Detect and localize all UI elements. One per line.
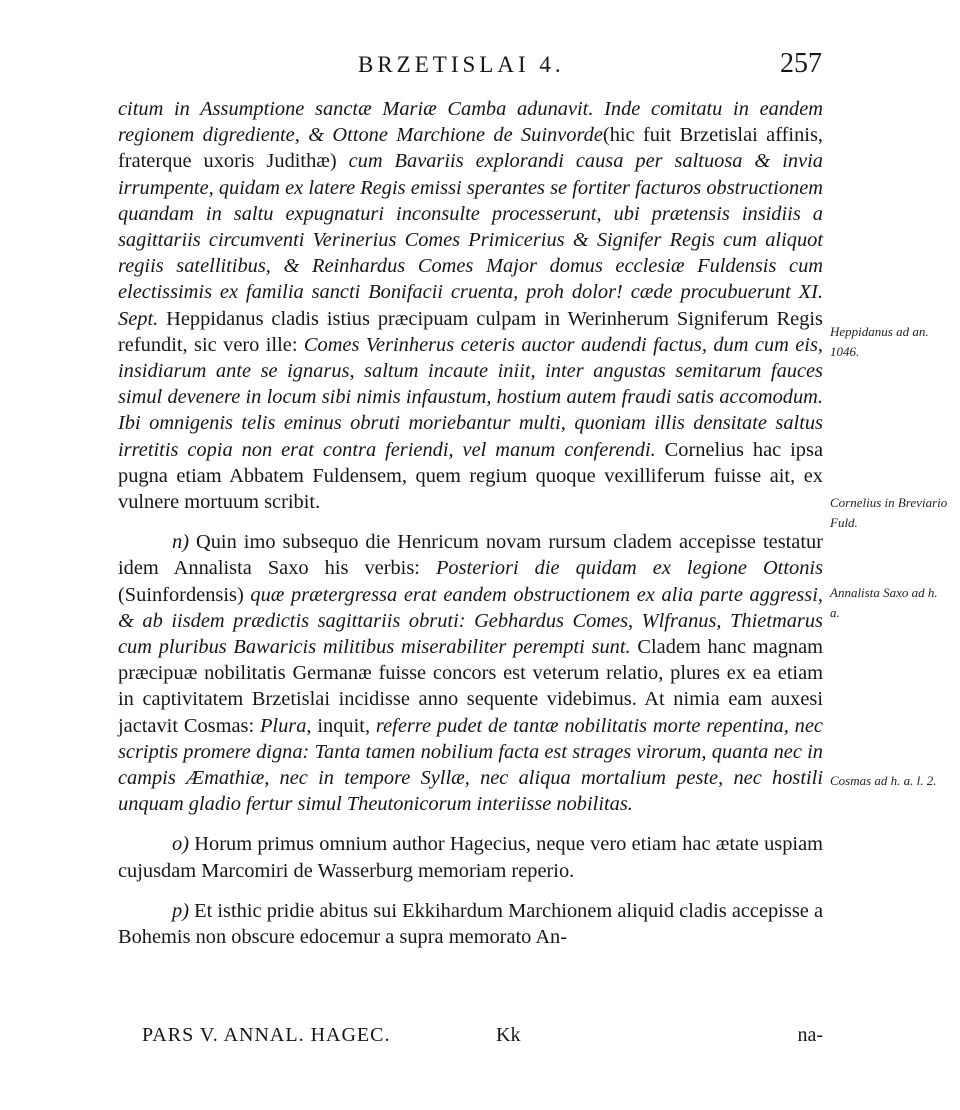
- paragraph-text: [118, 900, 823, 948]
- italic-run: referre pudet de tantæ nobilitatis morte repentina, nec scriptis promere digna: Tanta tamen nobilium facta est strages virorum, quanta nec in campis Æmathiæ, nec in tempore Syllæ, nec aliqua mortalium peste, nec hostili unquam gladio fertur simul Theutonicorum interiisse nobilitas.: [118, 714, 823, 816]
- signature-mark: PARS V. ANNAL. HAGEC.: [142, 1024, 391, 1046]
- margin-note-cornelius: Cornelius in Breviario Fuld.: [830, 495, 948, 530]
- roman-run: Et isthic pridie abitus sui Ekkihardum Marchionem aliquid cladis accepisse a Bohemis non obscure edocemur a supra memorato An-: [118, 899, 823, 949]
- running-head: BRZETISLAI 4.: [358, 52, 565, 77]
- footnote-paragraph-p: [118, 898, 823, 950]
- paragraph-text: [118, 531, 823, 815]
- roman-run: Horum primus omnium author Hagecius, neque vero etiam hac ætate uspiam cujusdam Marcomiri de Wasserburg memoriam reperio.: [118, 833, 823, 882]
- roman-run: Heppidanus cladis istius præcipuam culpam in Werinherum Signiferum Regis refundit, sic vero ille:: [118, 307, 823, 356]
- page-number: 257: [780, 48, 822, 79]
- catchword: na-: [797, 1024, 823, 1046]
- page-header: [120, 48, 822, 88]
- footnote-marker-n: n): [172, 531, 189, 554]
- gathering-mark: Kk: [496, 1024, 521, 1046]
- margin-note-heppidanus: Heppidanus ad an. 1046.: [830, 324, 929, 359]
- italic-run: Comes Verinherus ceteris auctor audendi factus, dum cum eis, insidiarum ante se ignarus, saltum incaute iniit, inter angustas semitarum fauces simul devenere in locum sibi nimis infaustum, hostium autem fraudi satis accomodum. Ibi omnigenis telis eminus obruti moriebantur multi, quoniam illis densitate saltus irretitis copia non erat contra feriendi, vel manum conferendi.: [118, 333, 823, 461]
- roman-run: , inquit,: [306, 714, 376, 737]
- roman-run: (hic fuit Brzetislai affinis, fraterque uxoris Judithæ): [118, 124, 823, 173]
- paragraph: [118, 96, 823, 515]
- roman-run: Quin imo subsequo die Henricum novam rursum cladem accepisse testatur idem Annalista Saxo his verbis:: [118, 531, 824, 580]
- footnote-paragraph-o: [118, 831, 823, 883]
- italic-run: quæ prætergressa erat eandem obstructionem ex alia parte aggressi, & ab iisdem prædictis sagittariis obruti: Gebhardus Comes, Wlfranus, Thietmarus cum pluribus Bawaricis militibus miserabiliter perempti sunt.: [118, 583, 824, 659]
- margin-note-annalista: Annalista Saxo ad h. a.: [830, 585, 938, 620]
- roman-run: Cornelius hac ipsa pugna etiam Abbatem Fuldensem, quem regium quoque vexilliferum fuisse ait, ex vulnere mortuum scribit.: [118, 438, 823, 514]
- italic-run: Plura: [259, 714, 307, 737]
- paragraph-text: [118, 833, 823, 881]
- footnote-marker-o: o): [172, 833, 189, 856]
- paragraph-text: [118, 98, 823, 513]
- italic-run: citum in Assumptione sanctæ Mariæ Camba adunavit. Inde comitatu in eandem regionem digrediente, & Ottone Marchione de Suinvorde: [118, 98, 823, 147]
- footnote-paragraph-n: [118, 529, 823, 817]
- page-footer: [118, 1024, 823, 1054]
- footnote-marker-p: p): [172, 899, 189, 922]
- margin-note-cosmas: Cosmas ad h. a. l. 2.: [830, 773, 937, 788]
- roman-run: (Suinfordensis): [118, 583, 251, 606]
- italic-run: cum Bavariis explorandi causa per saltuosa & invia irrumpente, quidam ex latere Regis emissi sperantes se fortiter facturos obstructionem quandam in saltu expugnaturi inconsulte processerunt, ubi prætensis insidiis a sagittariis circumventi Verinerius Comes Primicerius & Signifer Regis cum aliquot regiis satellitibus, & Reinhardus Comes Major domus ecclesiæ Fuldensis cum electissimis ex familia sancti Bonifacii cruenta, proh dolor! cæde procubuerunt XI. Sept.: [118, 150, 823, 330]
- main-text: [118, 96, 823, 950]
- roman-run: Cladem hanc magnam præcipuæ nobilitatis Germanæ fuisse concors est veterum relatio, plures ex ea etiam in captivitatem Brzetislai incidisse anno sequente videbimus. At nimia eam auxesi jactavit Cosmas:: [118, 636, 824, 737]
- italic-run: Posteriori die quidam ex legione Ottonis: [435, 557, 824, 580]
